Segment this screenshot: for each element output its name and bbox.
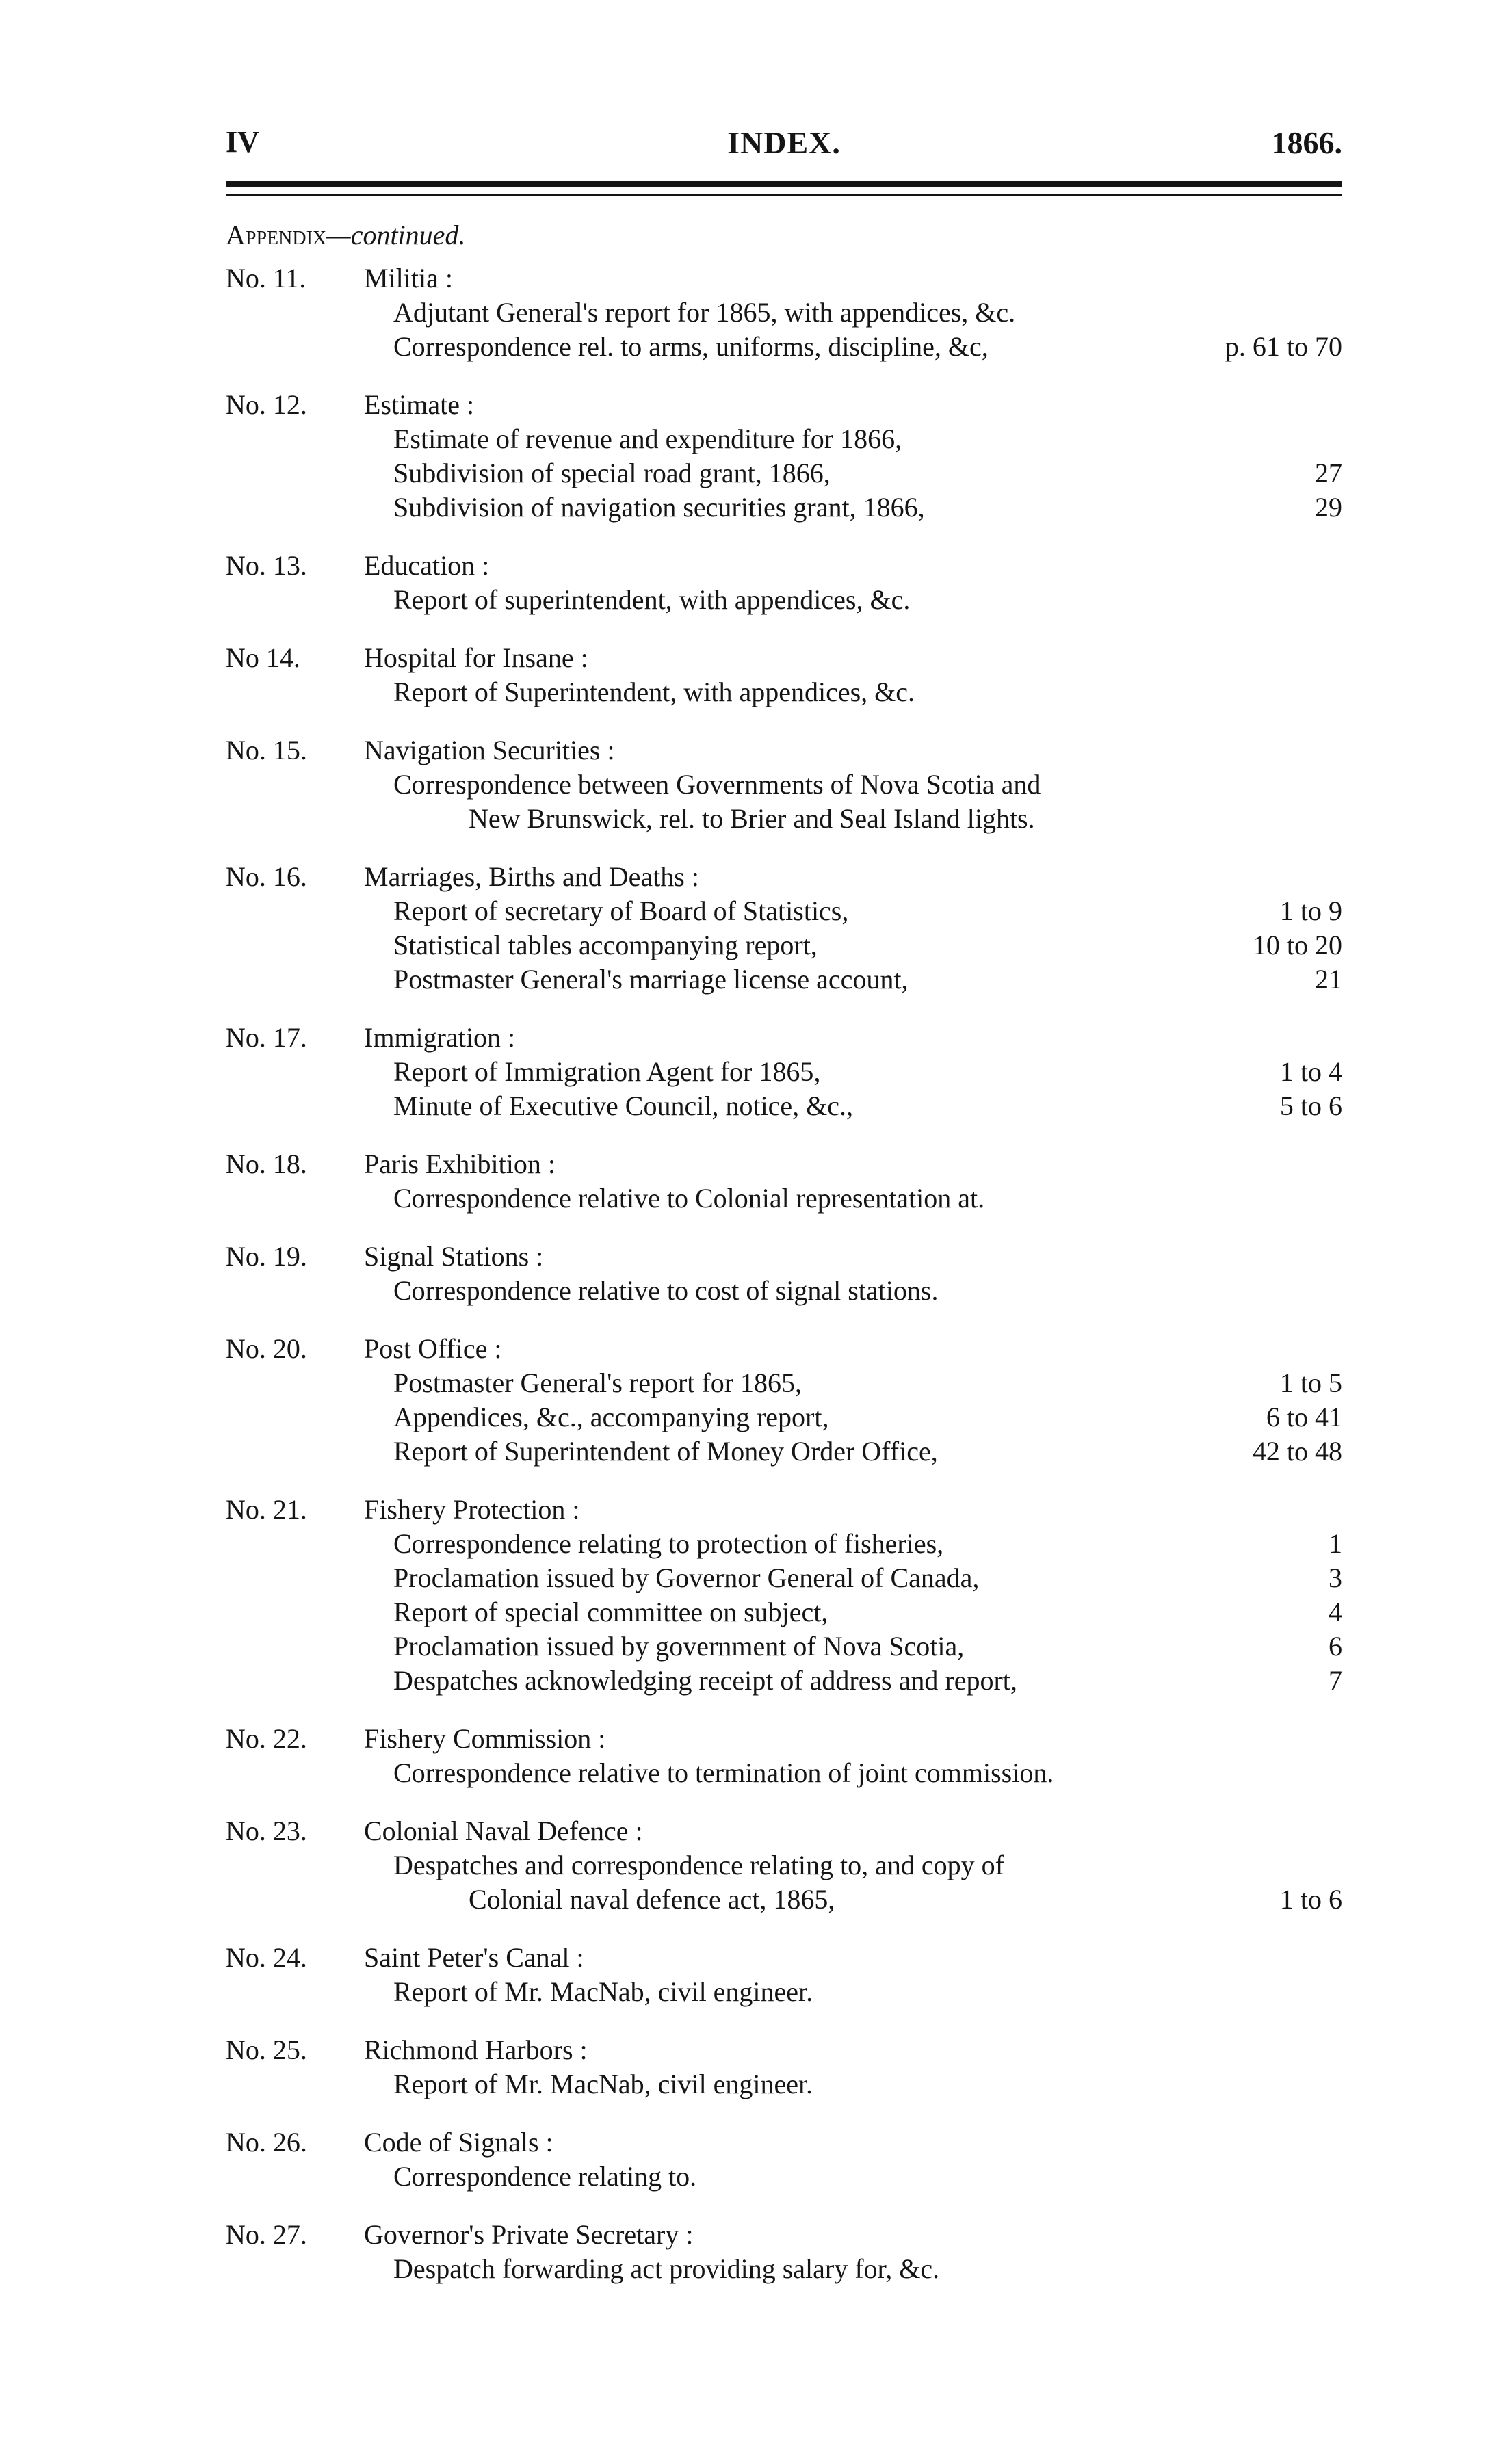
entry-line <box>226 456 1342 490</box>
entry-number: No. 16. <box>226 861 307 892</box>
entry-heading-row <box>226 641 1342 675</box>
entry-page-range: 1 to 6 <box>1279 1884 1342 1915</box>
entry-line <box>226 583 1342 617</box>
entry-line-text: Subdivision of navigation securities grant, 1866, <box>393 492 925 523</box>
entry-line <box>226 1595 1342 1629</box>
entry-line <box>226 894 1342 928</box>
entry-page-range: 3 <box>1329 1562 1342 1593</box>
entry-heading-row <box>226 1722 1342 1756</box>
entry-number: No. 15. <box>226 735 307 765</box>
entry-number: No. 12. <box>226 389 307 420</box>
entry-line-text: Estimate of revenue and expenditure for 1866, <box>393 423 902 454</box>
entry-line <box>226 802 1342 836</box>
entry-page-range: p. 61 to 70 <box>1225 331 1342 362</box>
entry-number: No. 21. <box>226 1494 307 1525</box>
entry-line <box>226 1883 1342 1917</box>
entry-line-text: Correspondence rel. to arms, uniforms, discipline, &c, <box>393 331 989 362</box>
page-number: IV <box>226 125 259 159</box>
index-entry <box>226 860 1342 997</box>
header-rule-thick <box>226 181 1342 187</box>
entry-line <box>226 1089 1342 1123</box>
entry-number: No 14. <box>226 642 300 673</box>
entry-heading-row <box>226 549 1342 583</box>
entry-title: Estimate : <box>364 389 475 420</box>
entry-number: No. 25. <box>226 2034 307 2065</box>
entry-line-text: Report of Immigration Agent for 1865, <box>393 1056 821 1087</box>
entry-heading-row <box>226 1332 1342 1366</box>
entry-line-text: Appendices, &c., accompanying report, <box>393 1402 829 1432</box>
entry-heading-row <box>226 733 1342 768</box>
entry-title: Code of Signals : <box>364 2127 553 2158</box>
entry-line <box>226 1629 1342 1664</box>
entry-line-text: Despatch forwarding act providing salary for, &c. <box>393 2253 940 2284</box>
entry-line <box>226 675 1342 709</box>
entry-page-range: 27 <box>1315 458 1342 488</box>
entry-title: Paris Exhibition : <box>364 1149 556 1179</box>
entry-line-text: Report of Mr. MacNab, civil engineer. <box>393 1976 813 2007</box>
entry-title: Marriages, Births and Deaths : <box>364 861 699 892</box>
page-title: INDEX. <box>727 125 841 160</box>
entry-title: Hospital for Insane : <box>364 642 588 673</box>
entry-number: No. 24. <box>226 1942 307 1973</box>
index-entry <box>226 549 1342 617</box>
index-entry <box>226 2033 1342 2101</box>
entry-title: Fishery Commission : <box>364 1723 606 1754</box>
entry-line <box>226 928 1342 962</box>
index-entry <box>226 388 1342 525</box>
entry-page-range: 42 to 48 <box>1252 1436 1342 1467</box>
entry-page-range: 1 to 9 <box>1279 895 1342 926</box>
index-entry <box>226 1814 1342 1917</box>
entry-page-range: 6 to 41 <box>1266 1402 1342 1432</box>
entry-line-text: Correspondence relating to. <box>393 2161 697 2192</box>
entry-title: Richmond Harbors : <box>364 2034 588 2065</box>
entry-page-range: 1 to 4 <box>1279 1056 1342 1087</box>
entry-line-text: Correspondence relating to protection of fisheries, <box>393 1528 944 1559</box>
entry-line <box>226 1975 1342 2009</box>
entry-heading-row <box>226 1147 1342 1181</box>
entry-page-range: 21 <box>1315 964 1342 995</box>
entry-page-range: 5 to 6 <box>1279 1090 1342 1121</box>
entry-line-text: Correspondence relative to Colonial representation at. <box>393 1183 985 1214</box>
appendix-label: Appendix <box>226 220 327 250</box>
header-rule-thin <box>226 194 1342 196</box>
entry-line-text: Despatches and correspondence relating to, and copy of <box>393 1850 1004 1880</box>
entry-heading-row <box>226 1240 1342 1274</box>
index-entry <box>226 733 1342 836</box>
entry-title: Immigration : <box>364 1022 516 1053</box>
entry-number: No. 23. <box>226 1816 307 1846</box>
entry-line-text: Correspondence relative to termination of joint commission. <box>393 1757 1054 1788</box>
entry-line-text: Subdivision of special road grant, 1866, <box>393 458 831 488</box>
index-entries <box>226 261 1342 2310</box>
entry-page-range: 6 <box>1329 1631 1342 1662</box>
entry-line <box>226 2160 1342 2194</box>
entry-line <box>226 1366 1342 1400</box>
entry-title: Fishery Protection : <box>364 1494 580 1525</box>
entry-line-text: Minute of Executive Council, notice, &c., <box>393 1090 854 1121</box>
appendix-continued: —continued. <box>326 220 466 250</box>
entry-line <box>226 2067 1342 2101</box>
entry-title: Militia : <box>364 263 453 293</box>
entry-page-range: 4 <box>1329 1597 1342 1627</box>
entry-title: Saint Peter's Canal : <box>364 1942 584 1973</box>
index-entry <box>226 1240 1342 1308</box>
entry-number: No. 20. <box>226 1333 307 1364</box>
entry-title: Navigation Securities : <box>364 735 615 765</box>
entry-number: No. 13. <box>226 550 307 581</box>
entry-line-text: Report of secretary of Board of Statistics, <box>393 895 849 926</box>
entry-number: No. 22. <box>226 1723 307 1754</box>
entry-page-range: 1 <box>1329 1528 1342 1559</box>
entry-heading-row <box>226 1814 1342 1848</box>
entry-line-text: Postmaster General's report for 1865, <box>393 1367 802 1398</box>
entry-heading-row <box>226 261 1342 296</box>
entry-line <box>226 962 1342 997</box>
entry-line <box>226 1561 1342 1595</box>
entry-page-range: 1 to 5 <box>1279 1367 1342 1398</box>
entry-number: No. 17. <box>226 1022 307 1053</box>
entry-line <box>226 1664 1342 1698</box>
entry-line <box>226 296 1342 330</box>
entry-line-text: Adjutant General's report for 1865, with appendices, &c. <box>393 297 1016 328</box>
entry-heading-row <box>226 2125 1342 2160</box>
entry-page-range: 10 to 20 <box>1252 930 1342 960</box>
entry-line-text: Colonial naval defence act, 1865, <box>469 1884 835 1915</box>
entry-line-text: Despatches acknowledging receipt of address and report, <box>393 1665 1017 1696</box>
entry-line-text: Report of special committee on subject, <box>393 1597 828 1627</box>
entry-line-text: Report of Superintendent, with appendices, &c. <box>393 677 915 707</box>
entry-heading-row <box>226 2033 1342 2067</box>
entry-line-text: Statistical tables accompanying report, <box>393 930 818 960</box>
entry-heading-row <box>226 860 1342 894</box>
entry-line-text: Proclamation issued by government of Nova Scotia, <box>393 1631 965 1662</box>
entry-title: Signal Stations : <box>364 1241 544 1272</box>
index-entry <box>226 641 1342 709</box>
index-entry <box>226 2218 1342 2286</box>
entry-heading-row <box>226 2218 1342 2252</box>
index-entry <box>226 1021 1342 1123</box>
entry-line-text: Report of Mr. MacNab, civil engineer. <box>393 2069 813 2099</box>
entry-number: No. 11. <box>226 263 306 293</box>
entry-page-range: 29 <box>1315 492 1342 523</box>
entry-number: No. 19. <box>226 1241 307 1272</box>
page-year: 1866. <box>1271 125 1342 160</box>
entry-line-text: Proclamation issued by Governor General of Canada, <box>393 1562 980 1593</box>
entry-number: No. 27. <box>226 2219 307 2250</box>
entry-line-text: Report of superintendent, with appendices, &c. <box>393 584 911 615</box>
entry-heading-row <box>226 1021 1342 1055</box>
entry-title: Governor's Private Secretary : <box>364 2219 694 2250</box>
index-entry <box>226 1941 1342 2009</box>
entry-line-text: Report of Superintendent of Money Order Office, <box>393 1436 938 1467</box>
page-header <box>226 124 1342 166</box>
entry-title: Post Office : <box>364 1333 502 1364</box>
entry-title: Colonial Naval Defence : <box>364 1816 643 1846</box>
entry-line-text: Correspondence relative to cost of signal stations. <box>393 1275 939 1306</box>
entry-line <box>226 422 1342 456</box>
entry-heading-row <box>226 1941 1342 1975</box>
entry-number: No. 18. <box>226 1149 307 1179</box>
entry-title: Education : <box>364 550 490 581</box>
entry-line <box>226 768 1342 802</box>
index-entry <box>226 1147 1342 1216</box>
entry-line <box>226 1055 1342 1089</box>
index-entry <box>226 1493 1342 1698</box>
entry-line <box>226 490 1342 525</box>
entry-line-text: New Brunswick, rel. to Brier and Seal Island lights. <box>469 803 1035 834</box>
index-entry <box>226 2125 1342 2194</box>
entry-line <box>226 330 1342 364</box>
index-entry <box>226 1722 1342 1790</box>
entry-line <box>226 1400 1342 1434</box>
index-entry <box>226 1332 1342 1469</box>
index-entry <box>226 261 1342 364</box>
entry-heading-row <box>226 1493 1342 1527</box>
entry-heading-row <box>226 388 1342 422</box>
entry-line <box>226 1527 1342 1561</box>
entry-line <box>226 1848 1342 1883</box>
entry-line <box>226 1181 1342 1216</box>
entry-line <box>226 1756 1342 1790</box>
entry-page-range: 7 <box>1329 1665 1342 1696</box>
entry-line-text: Postmaster General's marriage license account, <box>393 964 909 995</box>
entry-line <box>226 2252 1342 2286</box>
entry-line <box>226 1434 1342 1469</box>
entry-number: No. 26. <box>226 2127 307 2158</box>
entry-line-text: Correspondence between Governments of Nova Scotia and <box>393 769 1041 800</box>
appendix-heading <box>226 219 465 251</box>
entry-line <box>226 1274 1342 1308</box>
